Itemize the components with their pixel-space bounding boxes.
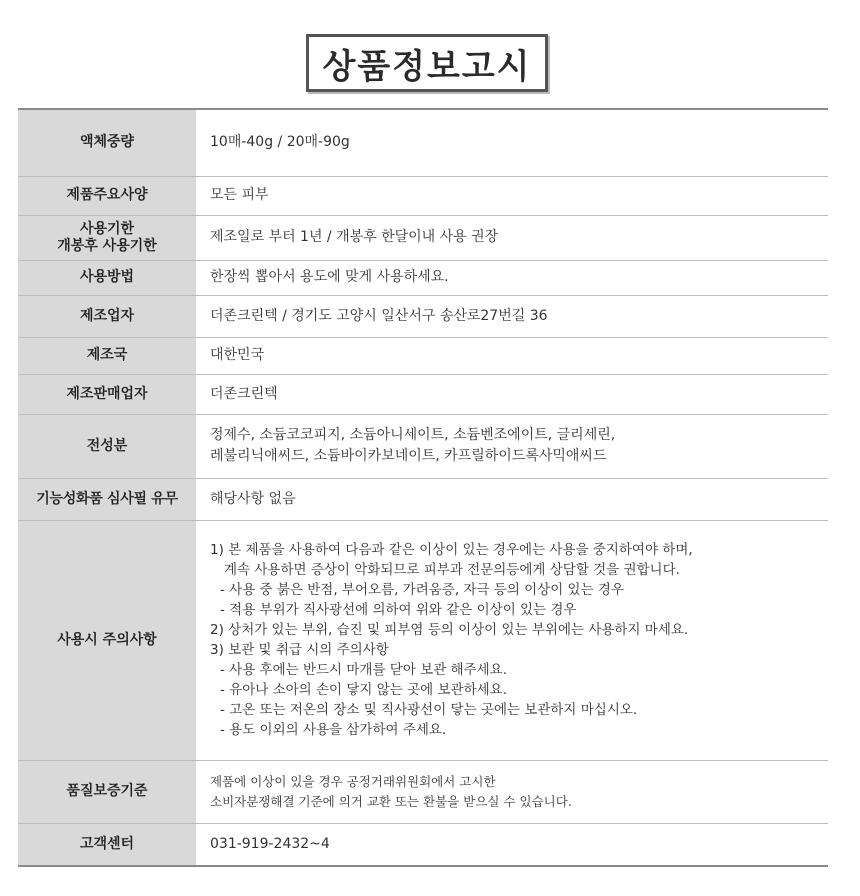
warranty-line: 제품에 이상이 있을 경우 공정거래위원회에서 고시한 (210, 773, 496, 789)
row-label-caution: 사용시 주의사항 (18, 520, 196, 760)
row-value-service: 031-919-2432~4 (196, 823, 828, 866)
row-value-spec: 모든 피부 (196, 176, 828, 215)
ingredients-line: 정제수, 소듐코코피지, 소듐아니세이트, 소듐벤조에이트, 글리세린, (210, 427, 616, 443)
row-label-seller: 제조판매업자 (18, 374, 196, 414)
table-row-country (18, 337, 828, 374)
row-label-spec: 제품주요사양 (18, 176, 196, 215)
warranty-line: 소비자분쟁해결 기준에 의거 교환 또는 환불을 받으실 수 있습니다. (210, 793, 572, 809)
row-label-service: 고객센터 (18, 823, 196, 866)
page-title: 상품정보고시 (322, 46, 532, 87)
row-label-country: 제조국 (18, 337, 196, 374)
row-value-manufacturer: 더존크린텍 / 경기도 고양시 일산서구 송산로27번길 36 (196, 295, 828, 337)
caution-line: - 용도 이외의 사용을 삼가하여 주세요. (220, 722, 447, 738)
row-label-expiry-line2: 개봉후 사용기한 (57, 237, 157, 254)
caution-line: 계속 사용하면 증상이 악화되므로 피부과 전문의등에게 상담할 것을 권합니다. (224, 562, 680, 578)
table-row-spec (18, 176, 828, 215)
caution-line: - 고온 또는 저온의 장소 및 직사광선이 닿는 곳에는 보관하지 마십시오. (220, 702, 638, 718)
row-value-caution (196, 520, 828, 760)
table-row-ingredients (18, 414, 828, 478)
row-label-expiry (18, 215, 196, 260)
table-row-usage (18, 260, 828, 295)
row-value-expiry: 제조일로 부터 1년 / 개봉후 한달이내 사용 권장 (196, 215, 828, 260)
row-label-ingredients: 전성분 (18, 414, 196, 478)
table-row-manufacturer (18, 295, 828, 337)
table-row-service (18, 823, 828, 866)
caution-line: - 유아나 소아의 손이 닿지 않는 곳에 보관하세요. (220, 682, 507, 698)
table-row-caution (18, 520, 828, 760)
caution-line: 3) 보관 및 취급 시의 주의사항 (210, 642, 389, 658)
row-label-warranty: 품질보증기준 (18, 760, 196, 823)
caution-line: - 적용 부위가 직사광선에 의하여 위와 같은 이상이 있는 경우 (220, 602, 577, 618)
table-row-review (18, 478, 828, 520)
ingredients-line: 레불리닉애씨드, 소듐바이카보네이트, 카프릴하이드록사믹애씨드 (210, 448, 607, 464)
row-value-seller: 더존크린텍 (196, 374, 828, 414)
caution-line: 2) 상처가 있는 부위, 습진 및 피부염 등의 이상이 있는 부위에는 사용하지 마세요. (210, 622, 689, 638)
row-value-usage: 한장씩 뽑아서 용도에 맞게 사용하세요. (196, 260, 828, 295)
table-row-seller (18, 374, 828, 414)
product-info-table (18, 108, 828, 867)
page-title-box (306, 34, 548, 92)
row-value-ingredients (196, 414, 828, 478)
row-label-review: 기능성화품 심사필 유무 (18, 478, 196, 520)
row-label-usage: 사용방법 (18, 260, 196, 295)
table-row-expiry (18, 215, 828, 260)
row-value-warranty (196, 760, 828, 823)
caution-line: 1) 본 제품을 사용하여 다음과 같은 이상이 있는 경우에는 사용을 중지하여야 하며, (210, 542, 693, 558)
row-value-capacity: 10매-40g / 20매-90g (196, 109, 828, 176)
table-row-warranty (18, 760, 828, 823)
row-value-review: 해당사항 없음 (196, 478, 828, 520)
table-row-capacity (18, 109, 828, 176)
caution-line: - 사용 후에는 반드시 마개를 닫아 보관 해주세요. (220, 662, 507, 678)
caution-line: - 사용 중 붉은 반점, 부어오름, 가려움증, 자극 등의 이상이 있는 경우 (220, 582, 625, 598)
row-label-manufacturer: 제조업자 (18, 295, 196, 337)
row-label-expiry-line1: 사용기한 (79, 220, 135, 237)
row-value-country: 대한민국 (196, 337, 828, 374)
row-label-capacity: 액체중량 (18, 109, 196, 176)
